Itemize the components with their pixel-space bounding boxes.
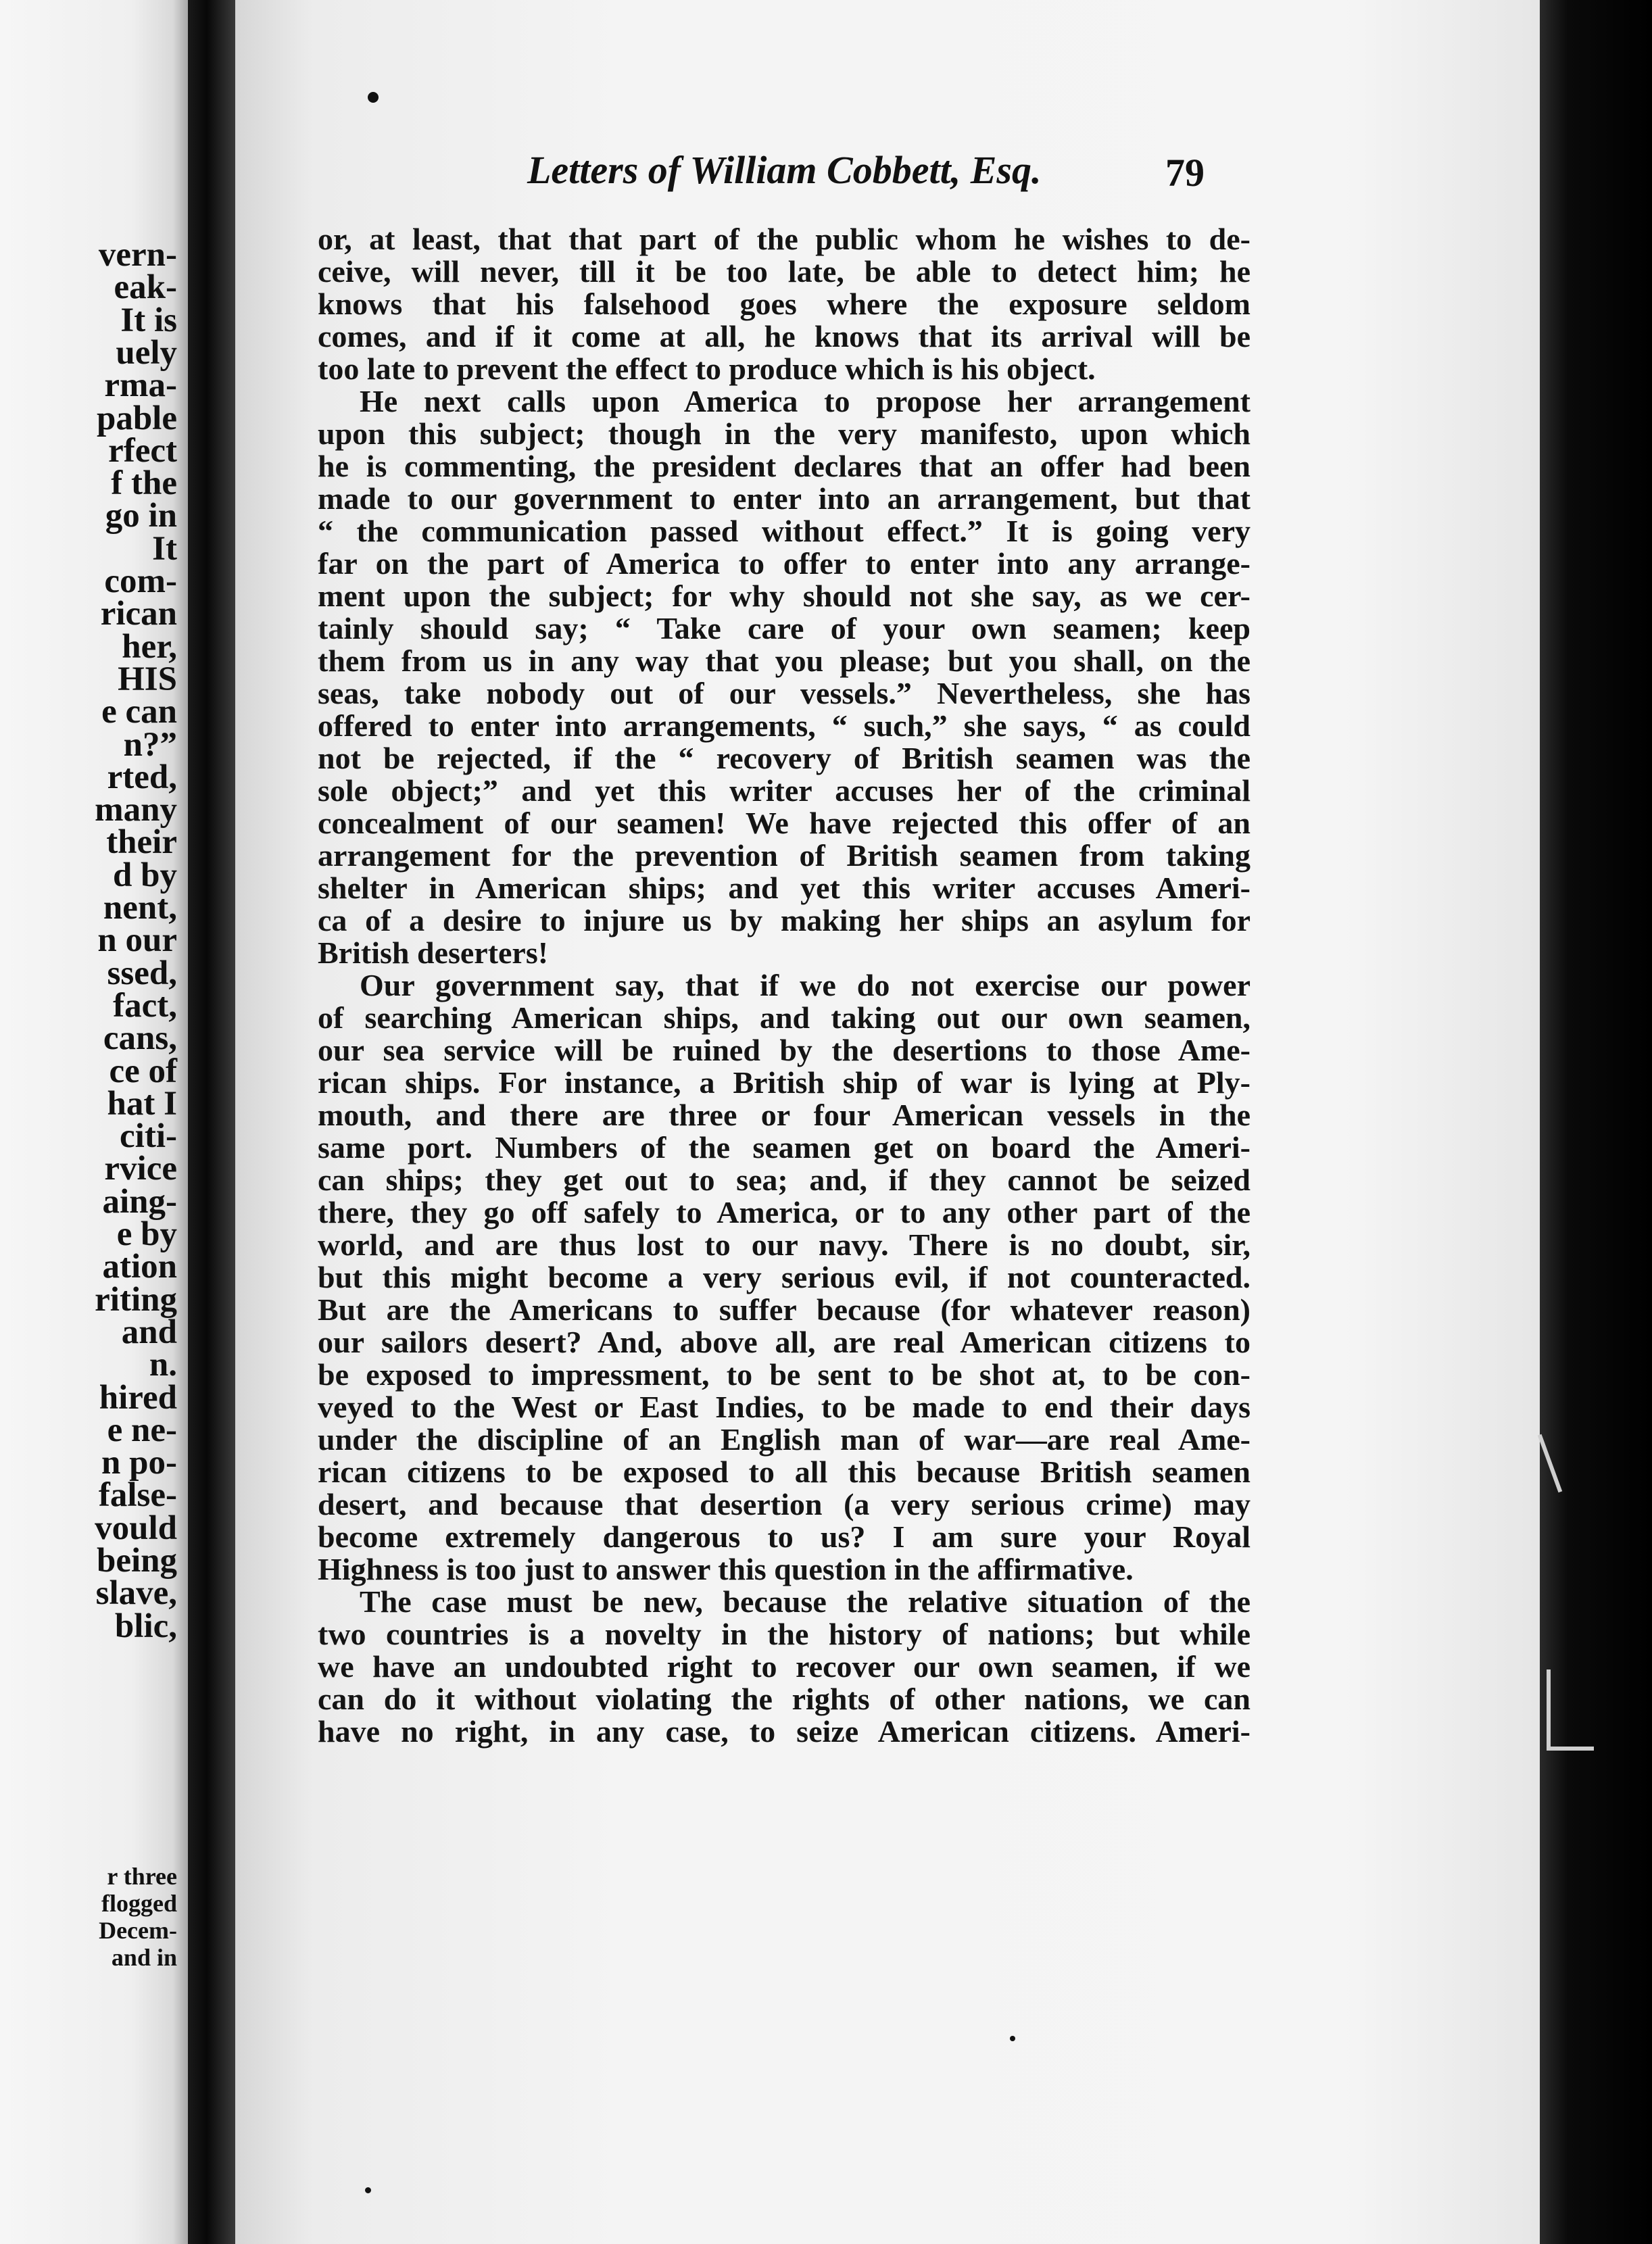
text-line: he is commenting, the president declares that an offer had been (318, 449, 1250, 483)
facing-text-fragment: n?” (123, 725, 177, 764)
text-line: veyed to the West or East Indies, to be made to end their days (318, 1390, 1250, 1424)
edge-mark (1547, 1669, 1551, 1751)
text-line: under the discipline of an English man of war—are real Ame- (318, 1422, 1250, 1457)
facing-text-fragment: n. (149, 1346, 177, 1384)
facing-text-fragment: ssed, (107, 954, 177, 992)
facing-text-fragment: n our (97, 921, 177, 960)
text-line: seas, take nobody out of our vessels.” Nevertheless, she has (318, 676, 1250, 710)
facing-text-fragment: rfect (108, 431, 177, 470)
facing-text-fragment: ation (102, 1248, 177, 1286)
text-line: become extremely dangerous to us? I am sure your Royal (318, 1519, 1250, 1554)
facing-text-fragment: hat I (107, 1084, 177, 1123)
text-line: “ the communication passed without effect.” It is going very (318, 514, 1250, 548)
edge-mark (1547, 1747, 1594, 1751)
text-line: He next calls upon America to propose her arrangement (360, 384, 1250, 418)
facing-text-fragment: fact, (113, 986, 177, 1025)
facing-text-fragment: n po- (101, 1444, 177, 1482)
text-line: comes, and if it come at all, he knows that its arrival will be (318, 319, 1250, 353)
facing-text-fragment: f the (111, 464, 177, 503)
text-line: too late to prevent the effect to produce which is his object. (318, 351, 1096, 386)
text-line: not be rejected, if the “ recovery of British seamen was the (318, 741, 1250, 775)
facing-text-fragment: riting (95, 1280, 177, 1319)
text-line: but this might become a very serious evil, if not counteracted. (318, 1260, 1250, 1294)
page-number: 79 (1165, 151, 1205, 195)
facing-text-fragment: rma- (104, 366, 177, 405)
facing-text-fragment: aing- (102, 1182, 177, 1221)
facing-text-fragment: and (121, 1313, 177, 1351)
facing-text-fragment: ce of (109, 1052, 177, 1090)
text-line: can ships; they get out to sea; and, if they cannot be seized (318, 1163, 1250, 1197)
text-line: of searching American ships, and taking out our own seamen, (318, 1000, 1250, 1035)
facing-text-fragment: blic, (114, 1607, 177, 1645)
text-line: ment upon the subject; for why should not she say, as we cer- (318, 579, 1250, 613)
facing-text-fragment: being (96, 1542, 177, 1580)
facing-text-fragment: HIS (118, 660, 177, 698)
facing-footnote-fragment: and in (111, 1944, 177, 1971)
text-line: have no right, in any case, to seize American citizens. Ameri- (318, 1714, 1250, 1749)
text-line: two countries is a novelty in the history of nations; but while (318, 1617, 1250, 1651)
body-text (318, 223, 1250, 1748)
text-line: our sailors desert? And, above all, are real American citizens to (318, 1325, 1250, 1359)
text-line: knows that his falsehood goes where the exposure seldom (318, 287, 1250, 321)
facing-text-fragment: eak- (114, 268, 177, 307)
facing-text-fragment: e ne- (107, 1411, 177, 1449)
text-line: made to our government to enter into an arrangement, but that (318, 481, 1250, 516)
facing-page-fragment (0, 0, 188, 2244)
text-line: can do it without violating the rights of other nations, we can (318, 1682, 1250, 1716)
text-line: Highness is too just to answer this question in the affirmative. (318, 1552, 1134, 1586)
facing-text-fragment: vern- (98, 236, 177, 274)
text-line: we have an undoubted right to recover our own seamen, if we (318, 1649, 1250, 1684)
facing-footnote-fragment: Decem- (99, 1917, 177, 1944)
text-line: rican ships. For instance, a British ship of war is lying at Ply- (318, 1065, 1250, 1100)
edge-mark (1538, 1434, 1562, 1493)
facing-text-fragment: their (106, 823, 177, 862)
facing-text-fragment: go in (105, 497, 177, 535)
facing-text-fragment: d by (113, 856, 177, 894)
text-line: tainly should say; “ Take care of your own seamen; keep (318, 611, 1250, 645)
facing-text-fragment: vould (95, 1509, 177, 1547)
text-line: world, and are thus lost to our navy. There is no doubt, sir, (318, 1227, 1250, 1262)
text-line: desert, and because that desertion (a very serious crime) may (318, 1487, 1250, 1521)
text-line: be exposed to impressment, to be sent to be shot at, to be con- (318, 1357, 1250, 1392)
text-line: shelter in American ships; and yet this writer accuses Ameri- (318, 871, 1250, 905)
text-line: The case must be new, because the relative situation of the (360, 1584, 1250, 1619)
facing-text-fragment: rted, (107, 758, 177, 796)
facing-text-fragment: uely (116, 333, 177, 372)
ink-speck (368, 92, 379, 103)
facing-text-fragment: It (152, 529, 177, 568)
text-line: But are the Americans to suffer because (for whatever reason) (318, 1292, 1250, 1327)
text-line: sole object;” and yet this writer accuses her of the criminal (318, 773, 1250, 808)
text-line: far on the part of America to offer to enter into any arrange- (318, 546, 1250, 581)
facing-text-fragment: cans, (103, 1019, 177, 1058)
book-gutter (188, 0, 235, 2244)
text-line: arrangement for the prevention of British seamen from taking (318, 838, 1250, 873)
text-line: our sea service will be ruined by the desertions to those Ame- (318, 1033, 1250, 1067)
page-edge-shadow (1540, 0, 1652, 2244)
text-line: ceive, will never, till it be too late, be able to detect him; he (318, 254, 1250, 289)
facing-footnote-fragment: r three (107, 1863, 177, 1890)
text-line: rican citizens to be exposed to all this because British seamen (318, 1455, 1250, 1489)
facing-text-fragment: rican (100, 595, 177, 633)
facing-text-fragment: citi- (120, 1117, 177, 1156)
facing-text-fragment: her, (122, 627, 177, 666)
facing-text-fragment: It is (120, 301, 177, 339)
text-line: concealment of our seamen! We have rejected this offer of an (318, 806, 1250, 840)
text-line: them from us in any way that you please; but you shall, on the (318, 643, 1250, 678)
facing-text-fragment: hired (99, 1378, 177, 1417)
facing-text-fragment: rvice (104, 1150, 177, 1188)
text-line: same port. Numbers of the seamen get on board the Ameri- (318, 1130, 1250, 1165)
text-line: offered to enter into arrangements, “ such,” she says, “ as could (318, 708, 1250, 743)
text-line: ca of a desire to injure us by making her ships an asylum for (318, 903, 1250, 937)
facing-text-fragment: com- (104, 562, 177, 600)
facing-text-fragment: slave, (95, 1574, 177, 1613)
running-head: Letters of William Cobbett, Esq. (527, 148, 1042, 192)
facing-text-fragment: false- (98, 1476, 177, 1515)
text-line: or, at least, that that part of the public whom he wishes to de- (318, 222, 1250, 256)
text-line: mouth, and there are three or four American vessels in the (318, 1098, 1250, 1132)
text-line: Our government say, that if we do not exercise our power (360, 968, 1250, 1002)
facing-text-fragment: e by (116, 1215, 177, 1253)
text-line: British deserters! (318, 935, 549, 970)
facing-footnote-fragment: flogged (101, 1890, 177, 1917)
ink-speck (365, 2187, 371, 2193)
facing-text-fragment: nent, (103, 889, 177, 927)
text-line: there, they go off safely to America, or to any other part of the (318, 1195, 1250, 1229)
facing-text-fragment: pable (96, 399, 177, 437)
ink-speck (1010, 2036, 1015, 2041)
text-line: upon this subject; though in the very manifesto, upon which (318, 416, 1250, 451)
facing-text-fragment: e can (101, 693, 177, 731)
facing-text-fragment: many (95, 791, 177, 829)
